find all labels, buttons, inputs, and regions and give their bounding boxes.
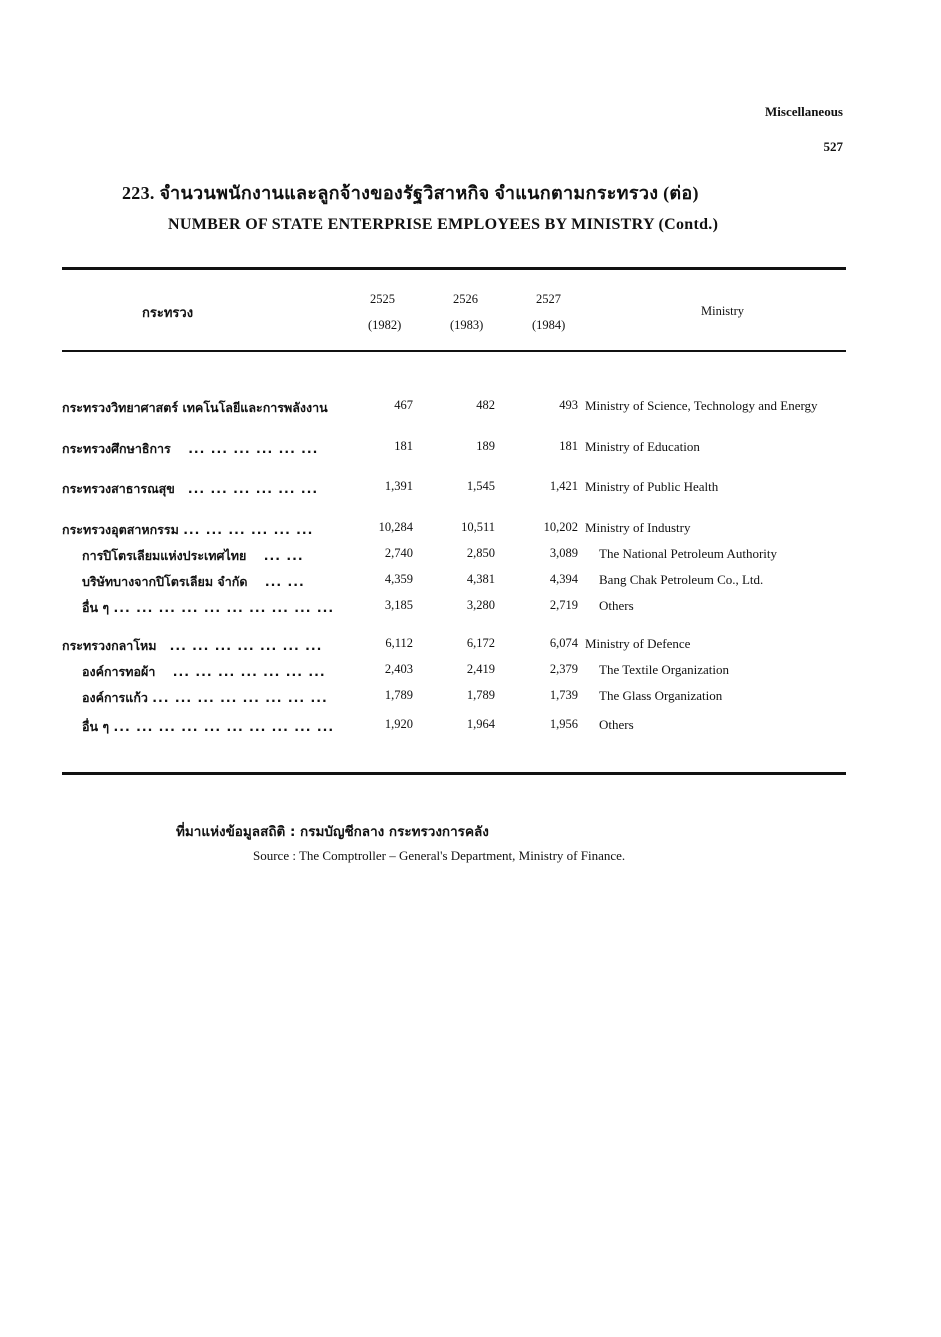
row-value-2527: 2,379 xyxy=(549,662,578,676)
column-header-year-3: 2527 xyxy=(536,292,561,306)
table-title-thai: 223. จำนวนพนักงานและลูกจ้างของรัฐวิสาหกิจ จำแนกตามกระทรวง (ต่อ) xyxy=(122,183,699,203)
row-ministry-english: Ministry of Science, Technology and Energy xyxy=(585,398,818,413)
row-ministry-english: Others xyxy=(599,598,634,613)
row-value-2526: 2,419 xyxy=(466,662,495,676)
table-row xyxy=(0,598,941,618)
row-ministry-english: Ministry of Industry xyxy=(585,520,691,535)
row-value-2527: 1,956 xyxy=(549,717,578,731)
row-value-2527: 493 xyxy=(559,398,578,412)
row-ministry-thai: การปิโตรเลียมแห่งประเทศไทย ... ... xyxy=(82,548,304,563)
source-note-thai: ที่มาแห่งข้อมูลสถิติ : กรมบัญชีกลาง กระทรวงการคลัง xyxy=(176,824,489,840)
row-value-2527: 2,719 xyxy=(549,598,578,612)
row-ministry-english: The Glass Organization xyxy=(599,688,723,703)
row-value-2525: 181 xyxy=(394,439,413,453)
column-header-year-2-ce: (1983) xyxy=(450,318,484,332)
leader-dots: ... ... ... ... ... ... ... ... xyxy=(152,690,328,705)
table-row xyxy=(0,546,941,566)
column-header-year-3-ce: (1984) xyxy=(532,318,566,332)
row-value-2525: 1,789 xyxy=(384,688,413,702)
row-ministry-english: Others xyxy=(599,717,634,732)
row-value-2526: 189 xyxy=(476,439,495,453)
row-value-2526: 1,545 xyxy=(466,479,495,493)
table-row xyxy=(0,688,941,708)
row-value-2527: 6,074 xyxy=(549,636,578,650)
row-ministry-english: Bang Chak Petroleum Co., Ltd. xyxy=(599,572,764,587)
row-value-2525: 1,920 xyxy=(384,717,413,731)
table-row xyxy=(0,572,941,592)
leader-dots: ... ... ... ... ... ... xyxy=(188,441,319,456)
row-ministry-thai: อื่น ๆ ... ... ... ... ... ... ... ... ... ... xyxy=(82,600,335,615)
row-ministry-thai: องค์การทอผ้า ... ... ... ... ... ... ... xyxy=(82,664,326,679)
row-value-2527: 1,421 xyxy=(549,479,578,493)
leader-dots: ... ... ... ... ... ... ... xyxy=(172,664,326,679)
table-row xyxy=(0,636,941,656)
table-row xyxy=(0,439,941,459)
row-value-2525: 10,284 xyxy=(378,520,413,534)
row-value-2525: 1,391 xyxy=(384,479,413,493)
row-value-2525: 467 xyxy=(394,398,413,412)
table-row xyxy=(0,398,941,418)
row-ministry-thai: กระทรวงอุตสาหกรรม ... ... ... ... ... ... xyxy=(62,522,314,537)
table-row xyxy=(0,479,941,499)
leader-dots: ... ... ... ... ... ... ... ... ... ... xyxy=(113,600,335,615)
row-ministry-english: Ministry of Defence xyxy=(585,636,691,651)
header-rule xyxy=(62,350,846,352)
top-rule xyxy=(62,267,846,270)
row-value-2527: 4,394 xyxy=(549,572,578,586)
row-ministry-thai: กระทรวงศึกษาธิการ ... ... ... ... ... ... xyxy=(62,441,319,456)
source-note-english: Source : The Comptroller – General's Department, Ministry of Finance. xyxy=(253,848,626,863)
row-value-2525: 2,740 xyxy=(384,546,413,560)
row-ministry-thai: บริษัทบางจากปิโตรเลียม จำกัด ... ... xyxy=(82,574,305,589)
column-header-ministry-thai: กระทรวง xyxy=(142,305,194,320)
leader-dots: ... ... xyxy=(263,548,304,563)
column-header-ministry-english: Ministry xyxy=(701,304,745,318)
row-value-2527: 3,089 xyxy=(549,546,578,560)
row-value-2525: 3,185 xyxy=(384,598,413,612)
row-ministry-english: Ministry of Public Health xyxy=(585,479,719,494)
section-label: Miscellaneous xyxy=(765,104,843,119)
row-value-2526: 482 xyxy=(476,398,495,412)
row-value-2526: 1,964 xyxy=(466,717,495,731)
row-value-2527: 1,739 xyxy=(549,688,578,702)
column-header-year-2: 2526 xyxy=(453,292,478,306)
row-value-2525: 6,112 xyxy=(385,636,413,650)
row-ministry-thai: องค์การแก้ว ... ... ... ... ... ... ... ... xyxy=(82,690,328,705)
row-value-2527: 181 xyxy=(559,439,578,453)
row-ministry-thai: กระทรวงวิทยาศาสตร์ เทคโนโลยีและการพลังงาน xyxy=(62,400,328,415)
page-number: 527 xyxy=(823,139,843,154)
table-row xyxy=(0,520,941,540)
row-ministry-english: Ministry of Education xyxy=(585,439,700,454)
leader-dots: ... ... ... ... ... ... xyxy=(187,481,319,496)
row-ministry-thai: กระทรวงสาธารณสุข ... ... ... ... ... ... xyxy=(62,481,319,496)
leader-dots: ... ... ... ... ... ... xyxy=(183,522,314,537)
row-value-2526: 1,789 xyxy=(466,688,495,702)
row-value-2525: 2,403 xyxy=(384,662,413,676)
row-ministry-english: The National Petroleum Authority xyxy=(599,546,777,561)
row-ministry-thai: อื่น ๆ ... ... ... ... ... ... ... ... ... ... xyxy=(82,719,335,734)
table-title-english: NUMBER OF STATE ENTERPRISE EMPLOYEES BY MINISTRY (Contd.) xyxy=(168,216,719,233)
row-value-2526: 10,511 xyxy=(461,520,495,534)
leader-dots: ... ... ... ... ... ... ... xyxy=(169,638,323,653)
leader-dots: ... ... xyxy=(264,574,305,589)
column-header-year-1: 2525 xyxy=(370,292,395,306)
leader-dots: ... ... ... ... ... ... ... ... ... ... xyxy=(113,719,335,734)
row-value-2526: 3,280 xyxy=(466,598,495,612)
bottom-rule xyxy=(62,772,846,775)
table-row xyxy=(0,717,941,737)
table-row xyxy=(0,662,941,682)
row-value-2527: 10,202 xyxy=(543,520,578,534)
row-value-2526: 4,381 xyxy=(466,572,495,586)
row-value-2526: 6,172 xyxy=(466,636,495,650)
row-value-2525: 4,359 xyxy=(384,572,413,586)
row-ministry-thai: กระทรวงกลาโหม ... ... ... ... ... ... ... xyxy=(62,638,323,653)
row-value-2526: 2,850 xyxy=(466,546,495,560)
column-header-year-1-ce: (1982) xyxy=(368,318,402,332)
row-ministry-english: The Textile Organization xyxy=(599,662,730,677)
